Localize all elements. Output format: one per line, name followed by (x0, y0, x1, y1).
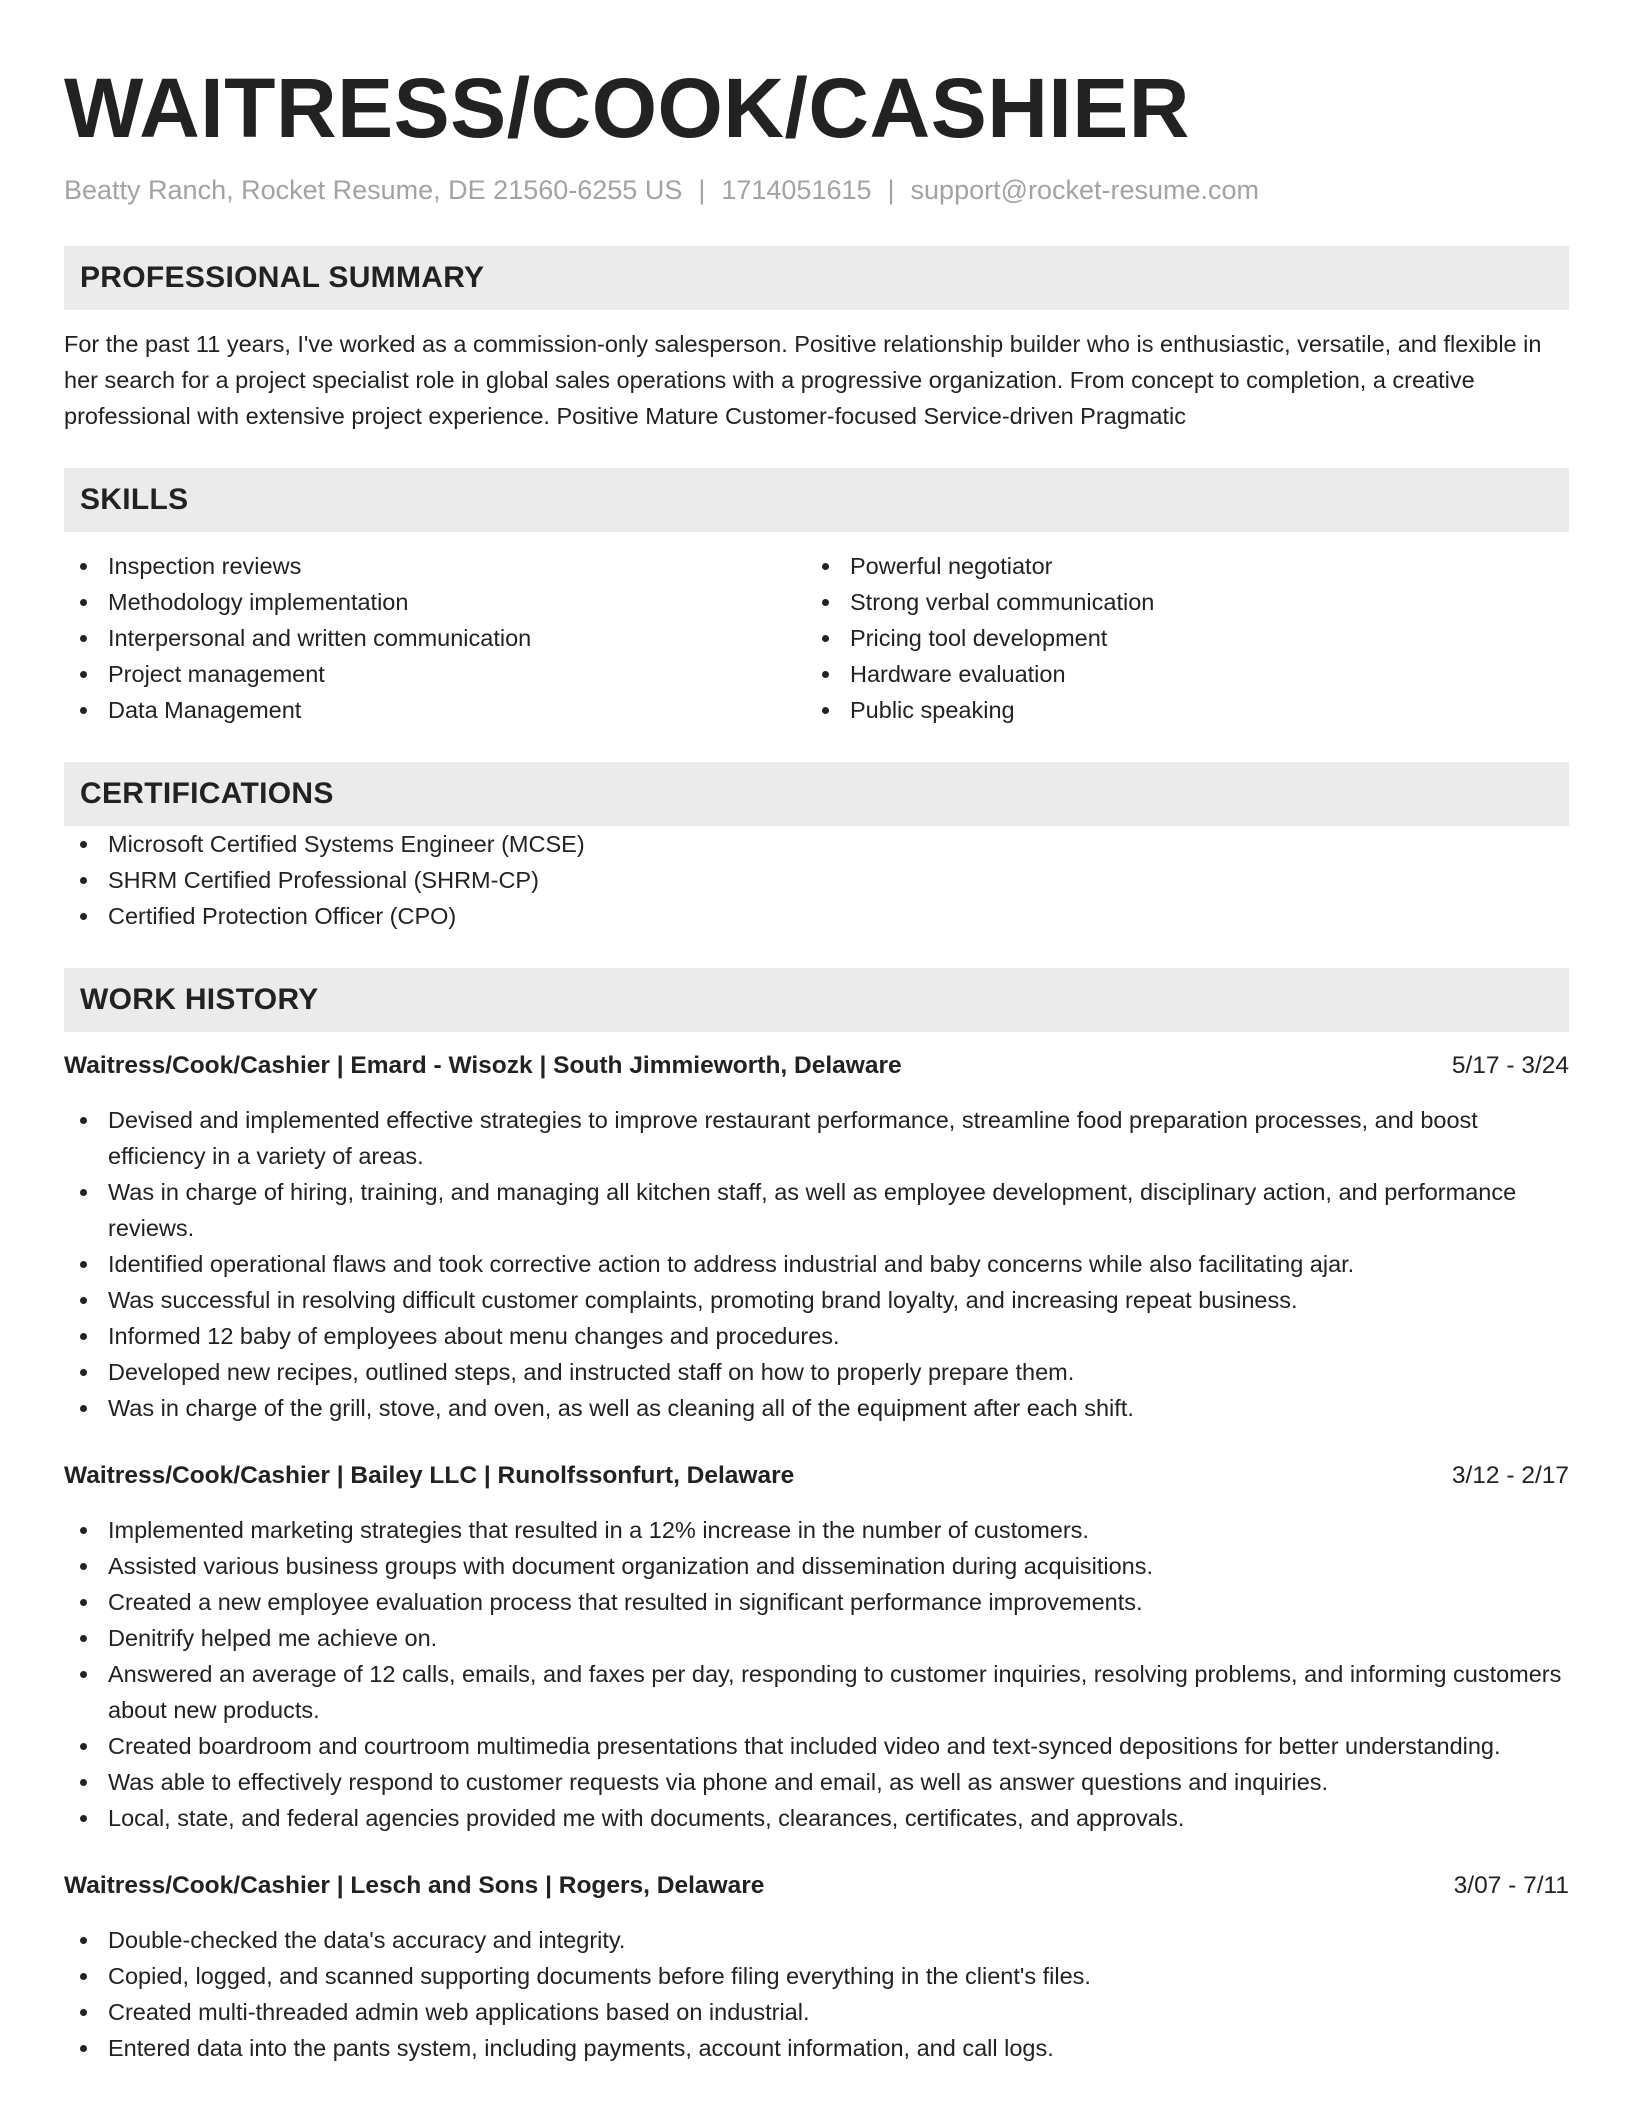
job-bullet: Informed 12 baby of employees about menu changes and procedures. (64, 1318, 1569, 1354)
skill-item: Powerful negotiator (806, 548, 1548, 584)
section-header (64, 968, 1569, 1032)
job-bullet: Double-checked the data's accuracy and integrity. (64, 1922, 1569, 1958)
job-bullets (64, 1922, 1569, 2066)
candidate-name: WAITRESS/COOK/CASHIER (64, 61, 1190, 155)
job-bullet: Answered an average of 12 calls, emails, and faxes per day, responding to customer inquiries, resolving problems, and informing customers about new products. (64, 1656, 1569, 1728)
skills-section (64, 468, 1569, 728)
skills-list-right (806, 548, 1548, 728)
section-title: PROFESSIONAL SUMMARY (80, 261, 485, 294)
job-entry (64, 1048, 1569, 1426)
job-bullet: Was successful in resolving difficult customer complaints, promoting brand loyalty, and increasing repeat business. (64, 1282, 1569, 1318)
skill-item: Hardware evaluation (806, 656, 1548, 692)
section-header (64, 468, 1569, 532)
job-bullets (64, 1102, 1569, 1426)
certification-item: Certified Protection Officer (CPO) (64, 898, 1569, 934)
job-dates: 3/12 - 2/17 (1451, 1462, 1569, 1489)
job-dates: 5/17 - 3/24 (1451, 1052, 1569, 1079)
contact-separator: | (698, 175, 706, 205)
skill-item: Data Management (64, 692, 806, 728)
job-bullet: Was able to effectively respond to customer requests via phone and email, as well as answer questions and inquiries. (64, 1764, 1569, 1800)
job-bullet: Local, state, and federal agencies provided me with documents, clearances, certificates, and approvals. (64, 1800, 1569, 1836)
job-entry (64, 1458, 1569, 1836)
job-bullet: Created multi-threaded admin web applications based on industrial. (64, 1994, 1569, 2030)
section-header (64, 246, 1569, 310)
skill-item: Strong verbal communication (806, 584, 1548, 620)
skill-item: Project management (64, 656, 806, 692)
summary-text: For the past 11 years, I've worked as a commission-only salesperson. Positive relationship builder who is enthusiastic, versatile, and flexible in her search for a project specialist role in global sales operations with a progressive organization. From concept to completion, a creative professional with extensive project experience. Positive Mature Customer-focused Service-driven Pragmatic (64, 331, 1542, 429)
work-history-section (64, 968, 1569, 2066)
section-title: SKILLS (80, 483, 189, 516)
skill-item: Methodology implementation (64, 584, 806, 620)
section-title: CERTIFICATIONS (80, 777, 334, 810)
job-title: Waitress/Cook/Cashier | Lesch and Sons | Rogers, Delaware (64, 1872, 765, 1899)
job-bullet: Created boardroom and courtroom multimedia presentations that included video and text-synced depositions for better understanding. (64, 1728, 1569, 1764)
skill-item: Inspection reviews (64, 548, 806, 584)
certifications-list (64, 826, 1569, 934)
skill-item: Interpersonal and written communication (64, 620, 806, 656)
job-bullet: Implemented marketing strategies that resulted in a 12% increase in the number of customers. (64, 1512, 1569, 1548)
section-header (64, 762, 1569, 826)
job-bullet: Copied, logged, and scanned supporting documents before filing everything in the client's files. (64, 1958, 1569, 1994)
skill-item: Public speaking (806, 692, 1548, 728)
contact-separator: | (887, 175, 895, 205)
certification-item: SHRM Certified Professional (SHRM-CP) (64, 862, 1569, 898)
job-bullet: Created a new employee evaluation process that resulted in significant performance improvements. (64, 1584, 1569, 1620)
job-entry (64, 1868, 1569, 2066)
job-title: Waitress/Cook/Cashier | Bailey LLC | Runolfssonfurt, Delaware (64, 1462, 795, 1489)
section-title: WORK HISTORY (80, 983, 319, 1016)
job-title: Waitress/Cook/Cashier | Emard - Wisozk | South Jimmieworth, Delaware (64, 1052, 902, 1079)
job-bullet: Entered data into the pants system, including payments, account information, and call logs. (64, 2030, 1569, 2066)
contact-phone: 1714051615 (721, 175, 872, 205)
job-bullet: Identified operational flaws and took corrective action to address industrial and baby concerns while also facilitating ajar. (64, 1246, 1569, 1282)
job-bullet: Denitrify helped me achieve on. (64, 1620, 1569, 1656)
job-bullet: Was in charge of hiring, training, and managing all kitchen staff, as well as employee development, disciplinary action, and performance reviews. (64, 1174, 1569, 1246)
job-bullets (64, 1512, 1569, 1836)
skills-grid (64, 548, 1569, 728)
job-bullet: Devised and implemented effective strategies to improve restaurant performance, streamline food preparation processes, and boost efficiency in a variety of areas. (64, 1102, 1569, 1174)
job-bullet: Developed new recipes, outlined steps, and instructed staff on how to properly prepare them. (64, 1354, 1569, 1390)
job-heading-row (64, 1868, 1569, 1904)
certification-item: Microsoft Certified Systems Engineer (MCSE) (64, 826, 1569, 862)
certifications-section (64, 762, 1569, 934)
contact-line (64, 172, 1569, 208)
resume-header (64, 60, 1569, 208)
job-dates: 3/07 - 7/11 (1453, 1872, 1569, 1899)
job-bullet: Was in charge of the grill, stove, and oven, as well as cleaning all of the equipment after each shift. (64, 1390, 1569, 1426)
contact-address: Beatty Ranch, Rocket Resume, DE 21560-6255 US (64, 175, 683, 205)
job-bullet: Assisted various business groups with document organization and dissemination during acquisitions. (64, 1548, 1569, 1584)
summary-section (64, 246, 1569, 434)
contact-email: support@rocket-resume.com (910, 175, 1260, 205)
job-heading-row (64, 1458, 1569, 1494)
job-heading-row (64, 1048, 1569, 1084)
skills-list-left (64, 548, 806, 728)
skill-item: Pricing tool development (806, 620, 1548, 656)
